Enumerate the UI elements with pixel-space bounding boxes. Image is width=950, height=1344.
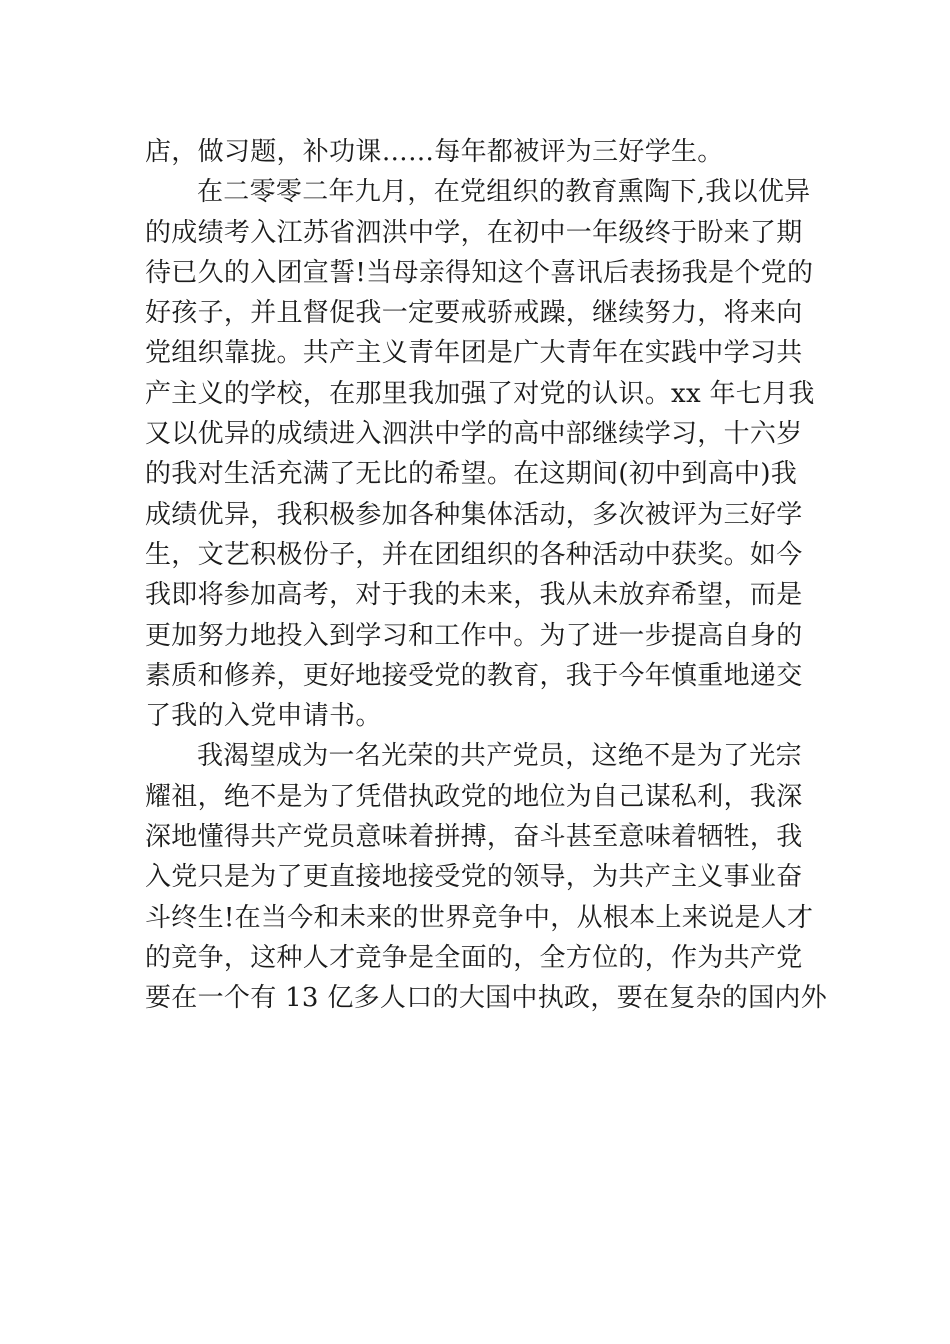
text-line: 好孩子，并且督促我一定要戒骄戒躁，继续努力，将来向 (145, 298, 803, 329)
text-line: 入党只是为了更直接地接受党的领导，为共产主义事业奋 (145, 862, 803, 893)
paragraph-3 (145, 736, 828, 1018)
text-line: 我渴望成为一名光荣的共产党员，这绝不是为了光宗 (197, 741, 802, 772)
text-line: 耀祖，绝不是为了凭借执政党的地位为自己谋私利，我深 (145, 781, 803, 812)
text-line: 的成绩考入江苏省泗洪中学，在初中一年级终于盼来了期 (145, 217, 803, 248)
text-line: 要在一个有 13 亿多人口的大国中执政，要在复杂的国内外 (145, 983, 828, 1014)
text-line: 的我对生活充满了无比的希望。在这期间(初中到高中)我 (145, 459, 798, 490)
text-line: 生，文艺积极份子，并在团组织的各种活动中获奖。如今 (145, 539, 803, 570)
text-line: 素质和修养，更好地接受党的教育，我于今年慎重地递交 (145, 660, 803, 691)
text-line: 更加努力地投入到学习和工作中。为了进一步提高自身的 (145, 620, 803, 651)
document-body (145, 132, 828, 1019)
text-line: 成绩优异，我积极参加各种集体活动，多次被评为三好学 (145, 499, 803, 530)
text-line: 又以优异的成绩进入泗洪中学的高中部继续学习，十六岁 (145, 419, 803, 450)
text-line: 党组织靠拢。共产主义青年团是广大青年在实践中学习共 (145, 338, 803, 369)
text-line: 斗终生!在当今和未来的世界竞争中，从根本上来说是人才 (145, 902, 814, 933)
text-line: 待已久的入团宣誓!当母亲得知这个喜讯后表扬我是个党的 (145, 257, 814, 288)
text-line: 店，做习题，补功课……每年都被评为三好学生。 (145, 137, 724, 167)
paragraph-2 (145, 172, 815, 736)
paragraph-1 (145, 132, 807, 172)
text-line: 在二零零二年九月，在党组织的教育熏陶下,我以优异 (197, 177, 811, 208)
text-line: 的竞争，这种人才竞争是全面的，全方位的，作为共产党 (145, 942, 803, 973)
text-line: 我即将参加高考，对于我的未来，我从未放弃希望，而是 (145, 580, 803, 611)
text-line: 了我的入党申请书。 (145, 701, 382, 732)
text-line: 深地懂得共产党员意味着拼搏，奋斗甚至意味着牺牲，我 (145, 822, 803, 853)
text-line: 产主义的学校，在那里我加强了对党的认识。xx 年七月我 (145, 378, 815, 409)
